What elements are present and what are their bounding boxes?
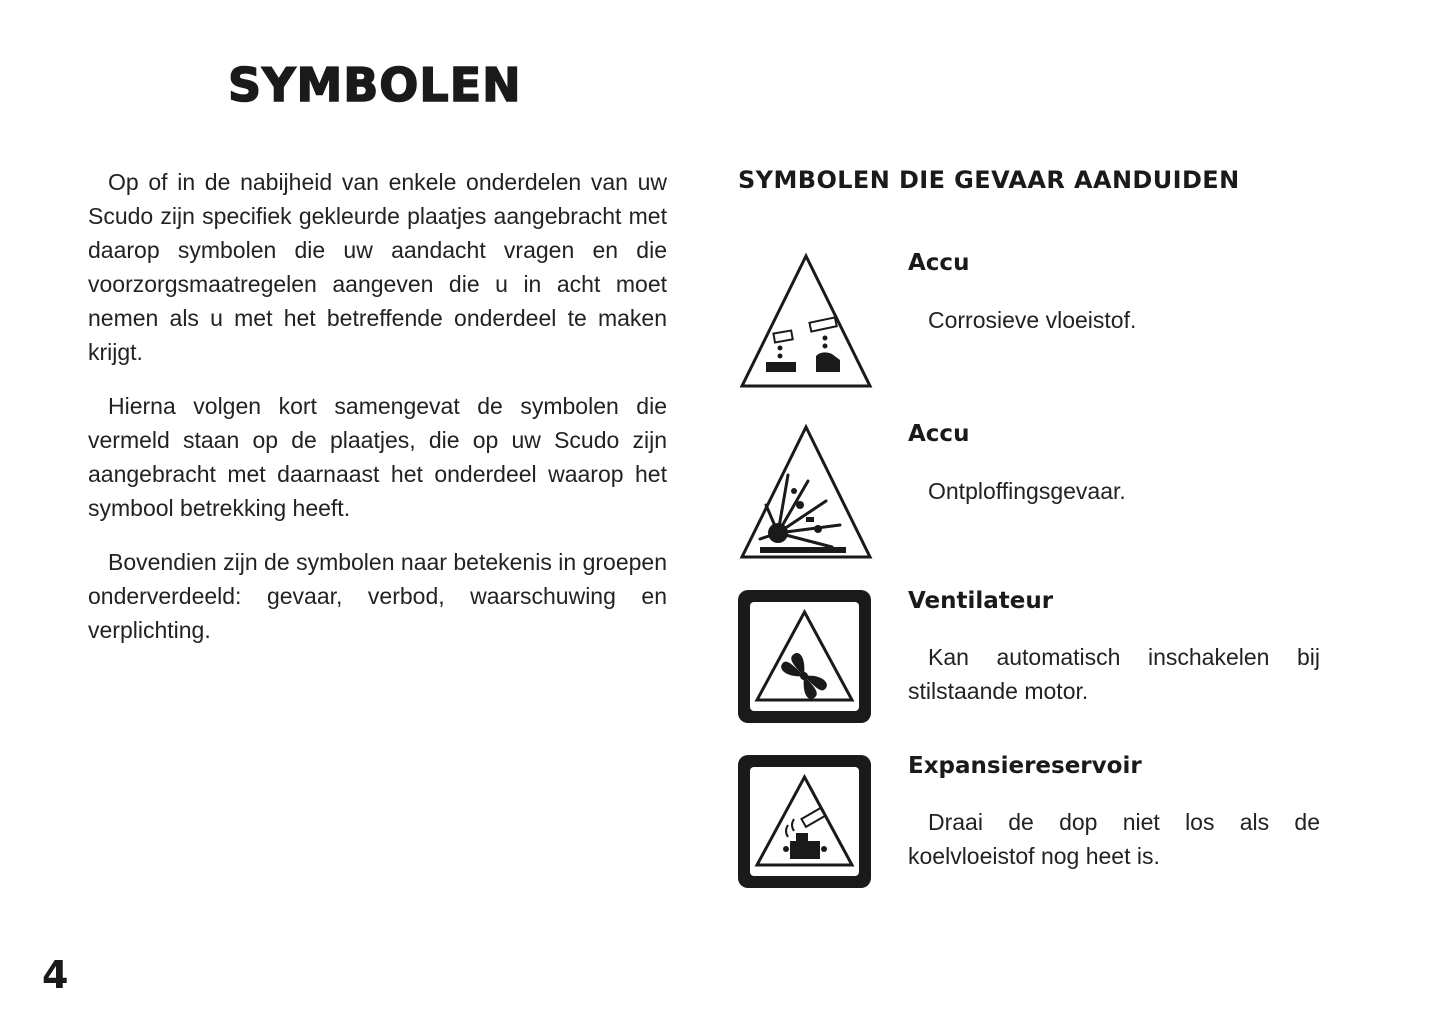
hazard-section-heading: SYMBOLEN DIE GEVAAR AANDUIDEN [738, 166, 1240, 194]
hot-coolant-warning-icon [736, 753, 873, 890]
symbol-description: Draai de dop niet los als de koelvloeistof nog heet is. [908, 809, 1320, 869]
symbol-label: Expansiereservoir [908, 753, 1142, 779]
symbol-description: Ontploffingsgevaar. [928, 478, 1126, 504]
intro-text [88, 165, 667, 667]
intro-paragraph: Hierna volgen kort samengevat de symbolen die vermeld staan op de plaatjes, die op uw Scudo zijn aangebracht met daarnaast het onderdeel waarop het symbool betrekking heeft. [88, 393, 667, 521]
symbol-label: Accu [908, 250, 970, 276]
page-number: 4 [42, 953, 69, 997]
intro-paragraph: Bovendien zijn de symbolen naar betekenis in groepen onderverdeeld: gevaar, verbod, waarschuwing en verplichting. [88, 549, 667, 643]
explosion-hazard-icon [736, 421, 876, 561]
symbol-label: Accu [908, 421, 970, 447]
symbol-description: Corrosieve vloeistof. [928, 307, 1137, 333]
corrosive-hazard-icon [736, 250, 876, 390]
page-title: SYMBOLEN [228, 58, 522, 112]
intro-paragraph: Op of in de nabijheid van enkele onderdelen van uw Scudo zijn specifiek gekleurde plaatjes aangebracht met daarop symbolen die uw aandacht vragen en die voorzorgsmaatregelen aangeven die u in acht moet nemen als u met het betreffende onderdeel te maken krijgt. [88, 169, 667, 365]
fan-warning-icon [736, 588, 873, 725]
symbol-label: Ventilateur [908, 588, 1054, 614]
symbol-description: Kan automatisch inschakelen bij stilstaande motor. [908, 644, 1320, 704]
